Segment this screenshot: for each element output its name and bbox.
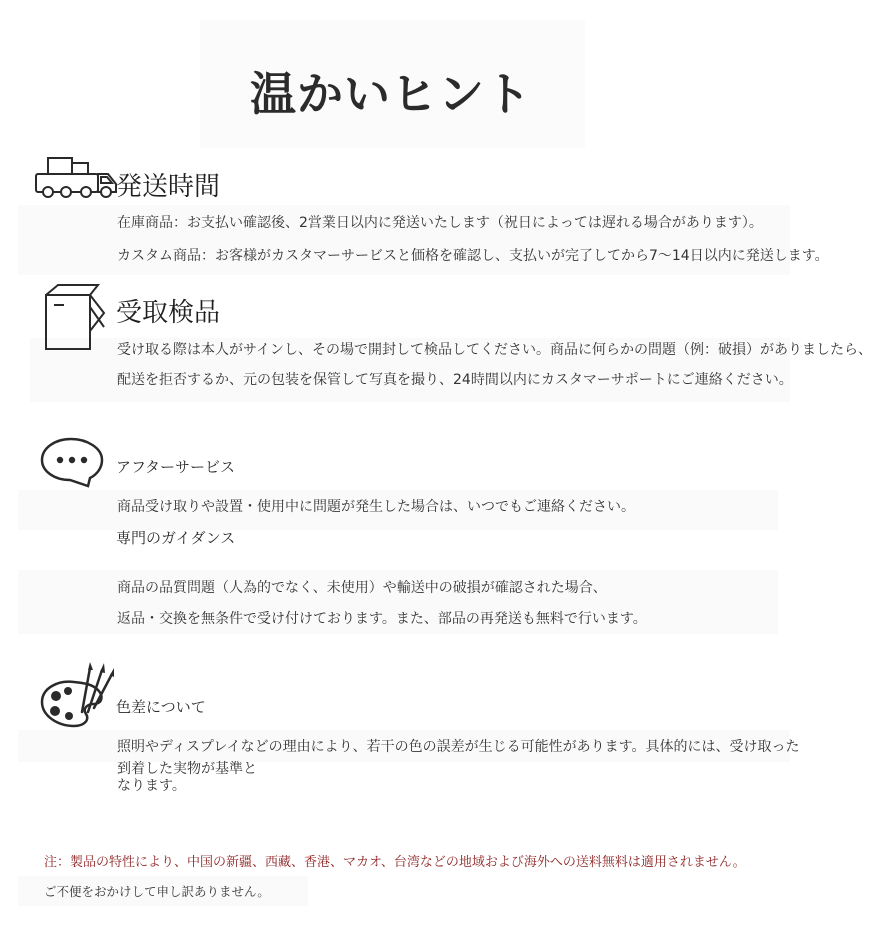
after-service-heading: アフターサービス [116, 458, 235, 476]
color-line-1: 照明やディスプレイなどの理由により、若干の色の誤差が生じる可能性があります。具体的には、受け取った [117, 739, 800, 755]
inspection-line-2: 配送を拒否するか、元の包装を保管して写真を撮り、24時間以内にカスタマーサポートにご連絡ください。 [117, 372, 793, 388]
shipping-exclusion-note: 注：製品の特性により、中国の新疆、西藏、香港、マカオ、台湾などの地域および海外への送料無料は適用されません。 [44, 855, 746, 870]
box-icon [40, 283, 110, 353]
apology-note: ご不便をおかけして申し訳ありません。 [44, 884, 270, 899]
color-heading: 色差について [116, 698, 206, 716]
color-line-3: なります。 [117, 778, 186, 794]
shipping-heading: 発送時間 [116, 172, 221, 202]
paint-palette-icon [40, 660, 116, 730]
guidance-line-2: 返品・交換を無条件で受け付けております。また、部品の再発送も無料で行います。 [117, 611, 647, 627]
guidance-line-1: 商品の品質問題（人為的でなく、未使用）や輸送中の破損が確認された場合、 [117, 580, 607, 596]
inspection-heading: 受取検品 [116, 298, 221, 328]
color-line-2: 到着した実物が基準と [117, 761, 257, 777]
shipping-line-1: 在庫商品：お支払い確認後、2営業日以内に発送いたします（祝日によっては遅れる場合があります）。 [117, 215, 763, 231]
after-service-line: 商品受け取りや設置・使用中に問題が発生した場合は、いつでもご連絡ください。 [117, 499, 635, 515]
guidance-subheading: 専門のガイダンス [116, 529, 236, 547]
truck-icon [34, 154, 120, 200]
page-title: 温かいヒント [250, 67, 532, 121]
chat-bubble-icon [40, 436, 106, 488]
shipping-line-2: カスタム商品：お客様がカスタマーサービスと価格を確認し、支払いが完了してから7〜14日以内に発送します。 [117, 248, 829, 264]
inspection-line-1: 受け取る際は本人がサインし、その場で開封して検品してください。商品に何らかの問題（例：破損）がありましたら、 [117, 342, 872, 358]
